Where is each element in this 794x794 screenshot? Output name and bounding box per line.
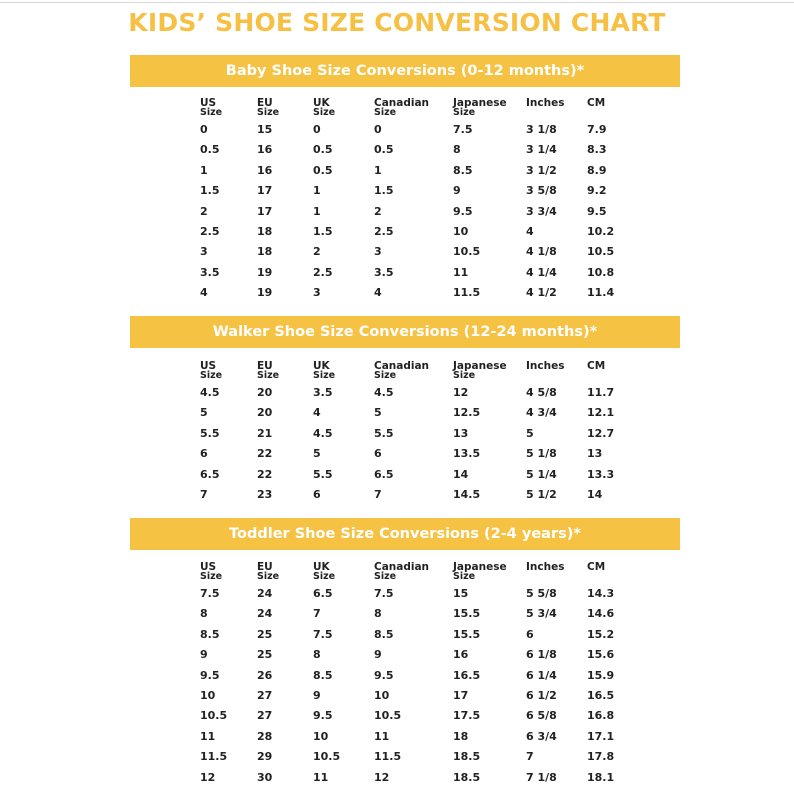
table-cell: 29 xyxy=(257,750,273,764)
table-cell: 22 xyxy=(257,467,273,481)
column-header: EU Size xyxy=(257,561,280,582)
table-cell: 15.5 xyxy=(453,607,481,621)
table-cell: 24 xyxy=(257,607,273,621)
table-cell: 3 xyxy=(374,245,382,259)
table-cell: 8.5 xyxy=(453,163,473,177)
table-cell: 15 xyxy=(453,587,469,600)
table-cell: 9.5 xyxy=(453,204,473,218)
table-row xyxy=(0,626,794,644)
table-cell: 3.5 xyxy=(200,265,220,279)
table-cell: 25 xyxy=(257,648,273,662)
table-row xyxy=(0,384,794,402)
table-cell: 18.5 xyxy=(453,750,481,764)
column-header: CM xyxy=(587,360,606,372)
table-cell: 2.5 xyxy=(313,265,333,279)
table-cell: 18 xyxy=(257,245,273,259)
table-cell: 4 xyxy=(313,406,321,420)
table-cell: 4 3/4 xyxy=(526,406,557,420)
column-header: Japanese Size xyxy=(453,97,507,118)
table-cell: 9 xyxy=(374,648,382,662)
table-cell: 6.5 xyxy=(313,587,333,600)
table-row xyxy=(0,284,794,302)
column-header: Inches xyxy=(526,360,565,372)
table-row xyxy=(0,585,794,603)
table-cell: 14.5 xyxy=(453,488,481,501)
table-cell: 6 5/8 xyxy=(526,709,557,723)
table-cell: 18 xyxy=(453,729,469,743)
table-cell: 4 xyxy=(200,286,208,300)
table-row xyxy=(0,728,794,746)
table-cell: 6.5 xyxy=(200,467,220,481)
table-cell: 8 xyxy=(200,607,208,621)
table-cell: 20 xyxy=(257,386,273,399)
table-cell: 9 xyxy=(453,184,461,198)
table-cell: 3 5/8 xyxy=(526,184,557,198)
table-cell: 15 xyxy=(257,123,273,136)
table-cell: 8 xyxy=(374,607,382,621)
table-cell: 3.5 xyxy=(313,386,333,399)
table-cell: 4 1/8 xyxy=(526,245,557,259)
table-cell: 1.5 xyxy=(313,225,333,238)
table-cell: 30 xyxy=(257,770,273,784)
table-cell: 9 xyxy=(200,648,208,662)
table-cell: 3 xyxy=(200,245,208,259)
table-row xyxy=(0,162,794,180)
table-row xyxy=(0,646,794,664)
table-row xyxy=(0,121,794,139)
table-cell: 1 xyxy=(200,163,208,177)
table-cell: 27 xyxy=(257,689,273,702)
table-cell: 11.5 xyxy=(374,750,402,764)
table-cell: 10 xyxy=(200,689,216,702)
column-header: US Size xyxy=(200,561,223,582)
table-row xyxy=(0,182,794,200)
table-cell: 16 xyxy=(453,648,469,662)
table-cell: 13.3 xyxy=(587,467,615,481)
table-cell: 5.5 xyxy=(200,426,220,440)
table-row xyxy=(0,605,794,623)
table-cell: 9.5 xyxy=(587,204,607,218)
table-cell: 18.5 xyxy=(453,770,481,784)
table-cell: 6 xyxy=(526,627,534,641)
table-cell: 17.5 xyxy=(453,709,481,723)
table-cell: 6 xyxy=(313,488,321,501)
table-cell: 14.3 xyxy=(587,587,615,600)
table-cell: 15.5 xyxy=(453,627,481,641)
table-cell: 13 xyxy=(587,447,603,461)
table-cell: 12 xyxy=(453,386,469,399)
table-cell: 8.5 xyxy=(374,627,394,641)
table-row xyxy=(0,404,794,422)
table-cell: 2.5 xyxy=(374,225,394,238)
table-cell: 0.5 xyxy=(200,143,220,157)
table-cell: 5 3/4 xyxy=(526,607,557,621)
table-cell: 11 xyxy=(453,265,469,279)
table-cell: 7.5 xyxy=(374,587,394,600)
table-row xyxy=(0,243,794,261)
table-cell: 25 xyxy=(257,627,273,641)
table-row xyxy=(0,425,794,443)
table-cell: 9.5 xyxy=(374,668,394,682)
table-cell: 5 1/2 xyxy=(526,488,557,501)
column-header: CM xyxy=(587,97,606,109)
table-row xyxy=(0,687,794,705)
table-cell: 17 xyxy=(257,184,273,198)
table-cell: 7.5 xyxy=(313,627,333,641)
table-row xyxy=(0,264,794,282)
table-cell: 5 1/4 xyxy=(526,467,557,481)
column-header: Inches xyxy=(526,561,565,573)
table-cell: 6.5 xyxy=(374,467,394,481)
table-cell: 16.5 xyxy=(453,668,481,682)
table-cell: 24 xyxy=(257,587,273,600)
table-cell: 8.3 xyxy=(587,143,607,157)
table-cell: 10 xyxy=(453,225,469,238)
column-header: US Size xyxy=(200,360,223,381)
table-cell: 1 xyxy=(313,184,321,198)
table-cell: 27 xyxy=(257,709,273,723)
table-cell: 6 xyxy=(374,447,382,461)
table-cell: 22 xyxy=(257,447,273,461)
table-cell: 0 xyxy=(313,123,321,136)
table-cell: 16 xyxy=(257,143,273,157)
table-cell: 9.2 xyxy=(587,184,607,198)
table-cell: 15.6 xyxy=(587,648,615,662)
table-cell: 17.1 xyxy=(587,729,615,743)
table-cell: 5 xyxy=(374,406,382,420)
table-cell: 17 xyxy=(257,204,273,218)
table-cell: 14 xyxy=(453,467,469,481)
table-cell: 0 xyxy=(374,123,382,136)
table-cell: 10.5 xyxy=(374,709,402,723)
table-cell: 17.8 xyxy=(587,750,615,764)
table-cell: 14.6 xyxy=(587,607,615,621)
section-banner: Baby Shoe Size Conversions (0-12 months)* xyxy=(130,55,680,87)
table-row xyxy=(0,748,794,766)
table-cell: 11.5 xyxy=(200,750,228,764)
section-banner: Toddler Shoe Size Conversions (2-4 years)* xyxy=(130,518,680,550)
table-row xyxy=(0,769,794,787)
table-cell: 5.5 xyxy=(374,426,394,440)
table-cell: 18.1 xyxy=(587,770,615,784)
column-header: Canadian Size xyxy=(374,561,430,582)
table-cell: 26 xyxy=(257,668,273,682)
table-row xyxy=(0,203,794,221)
table-cell: 9 xyxy=(313,689,321,702)
table-cell: 10.5 xyxy=(453,245,481,259)
table-cell: 0 xyxy=(200,123,208,136)
table-cell: 12 xyxy=(200,770,216,784)
table-cell: 6 1/4 xyxy=(526,668,557,682)
table-cell: 7 1/8 xyxy=(526,770,557,784)
table-cell: 5 xyxy=(313,447,321,461)
table-cell: 11 xyxy=(313,770,329,784)
table-cell: 12.5 xyxy=(453,406,481,420)
table-cell: 10.8 xyxy=(587,265,615,279)
table-cell: 8.5 xyxy=(313,668,333,682)
table-cell: 28 xyxy=(257,729,273,743)
column-header: EU Size xyxy=(257,360,280,381)
table-cell: 8.5 xyxy=(200,627,220,641)
column-header: CM xyxy=(587,561,606,573)
table-cell: 12 xyxy=(374,770,390,784)
table-cell: 20 xyxy=(257,406,273,420)
table-cell: 3 3/4 xyxy=(526,204,557,218)
table-cell: 13 xyxy=(453,426,469,440)
column-header: Canadian Size xyxy=(374,97,430,118)
table-cell: 8 xyxy=(453,143,461,157)
table-cell: 4 1/4 xyxy=(526,265,557,279)
column-header: Japanese Size xyxy=(453,360,507,381)
table-cell: 2 xyxy=(200,204,208,218)
table-cell: 7 xyxy=(374,488,382,501)
column-header: Inches xyxy=(526,97,565,109)
table-cell: 3.5 xyxy=(374,265,394,279)
table-cell: 15.9 xyxy=(587,668,615,682)
table-cell: 3 1/4 xyxy=(526,143,557,157)
table-cell: 4 xyxy=(526,225,534,238)
table-cell: 6 1/2 xyxy=(526,689,557,702)
table-cell: 4 1/2 xyxy=(526,286,557,300)
table-cell: 10.5 xyxy=(313,750,341,764)
table-cell: 1.5 xyxy=(200,184,220,198)
table-cell: 2.5 xyxy=(200,225,220,238)
table-cell: 2 xyxy=(313,245,321,259)
table-cell: 16.5 xyxy=(587,689,615,702)
table-cell: 9.5 xyxy=(200,668,220,682)
table-row xyxy=(0,707,794,725)
table-cell: 23 xyxy=(257,488,273,501)
column-header: Canadian Size xyxy=(374,360,430,381)
table-cell: 4.5 xyxy=(200,386,220,399)
table-cell: 15.2 xyxy=(587,627,615,641)
column-header: UK Size xyxy=(313,97,336,118)
table-row xyxy=(0,486,794,504)
table-cell: 13.5 xyxy=(453,447,481,461)
column-header: EU Size xyxy=(257,97,280,118)
table-cell: 8.9 xyxy=(587,163,607,177)
table-cell: 0.5 xyxy=(374,143,394,157)
table-row xyxy=(0,445,794,463)
table-cell: 8 xyxy=(313,648,321,662)
table-cell: 12.7 xyxy=(587,426,615,440)
table-cell: 1.5 xyxy=(374,184,394,198)
table-cell: 16.8 xyxy=(587,709,615,723)
table-row xyxy=(0,667,794,685)
table-cell: 4 5/8 xyxy=(526,386,557,399)
column-header: UK Size xyxy=(313,360,336,381)
section-banner: Walker Shoe Size Conversions (12-24 months)* xyxy=(130,316,680,348)
column-header: US Size xyxy=(200,97,223,118)
table-cell: 11 xyxy=(200,729,216,743)
table-row xyxy=(0,466,794,484)
table-cell: 7 xyxy=(313,607,321,621)
table-cell: 10.2 xyxy=(587,225,615,238)
table-cell: 11 xyxy=(374,729,390,743)
table-cell: 5.5 xyxy=(313,467,333,481)
table-cell: 16 xyxy=(257,163,273,177)
table-cell: 4.5 xyxy=(313,426,333,440)
table-cell: 5 xyxy=(526,426,534,440)
table-cell: 10 xyxy=(313,729,329,743)
table-cell: 3 1/8 xyxy=(526,123,557,136)
page-title: KIDS’ SHOE SIZE CONVERSION CHART xyxy=(128,8,666,37)
table-row xyxy=(0,141,794,159)
table-cell: 0.5 xyxy=(313,163,333,177)
table-row xyxy=(0,223,794,241)
table-cell: 11.5 xyxy=(453,286,481,300)
table-cell: 14 xyxy=(587,488,603,501)
table-cell: 9.5 xyxy=(313,709,333,723)
table-cell: 1 xyxy=(374,163,382,177)
table-cell: 10 xyxy=(374,689,390,702)
table-cell: 7.9 xyxy=(587,123,607,136)
table-cell: 4 xyxy=(374,286,382,300)
table-cell: 10.5 xyxy=(587,245,615,259)
table-cell: 19 xyxy=(257,286,273,300)
table-cell: 3 xyxy=(313,286,321,300)
table-cell: 2 xyxy=(374,204,382,218)
table-cell: 6 3/4 xyxy=(526,729,557,743)
table-cell: 11.7 xyxy=(587,386,615,399)
table-cell: 5 1/8 xyxy=(526,447,557,461)
table-cell: 7 xyxy=(200,488,208,501)
table-cell: 7 xyxy=(526,750,534,764)
table-cell: 18 xyxy=(257,225,273,238)
table-cell: 17 xyxy=(453,689,469,702)
column-header: Japanese Size xyxy=(453,561,507,582)
table-cell: 10.5 xyxy=(200,709,228,723)
table-cell: 7.5 xyxy=(200,587,220,600)
table-cell: 3 1/2 xyxy=(526,163,557,177)
table-cell: 1 xyxy=(313,204,321,218)
table-cell: 21 xyxy=(257,426,273,440)
table-cell: 11.4 xyxy=(587,286,615,300)
table-cell: 4.5 xyxy=(374,386,394,399)
top-divider xyxy=(0,2,794,3)
table-cell: 7.5 xyxy=(453,123,473,136)
table-cell: 5 5/8 xyxy=(526,587,557,600)
table-cell: 19 xyxy=(257,265,273,279)
table-cell: 12.1 xyxy=(587,406,615,420)
table-cell: 5 xyxy=(200,406,208,420)
table-cell: 6 xyxy=(200,447,208,461)
column-header: UK Size xyxy=(313,561,336,582)
table-cell: 6 1/8 xyxy=(526,648,557,662)
table-cell: 0.5 xyxy=(313,143,333,157)
